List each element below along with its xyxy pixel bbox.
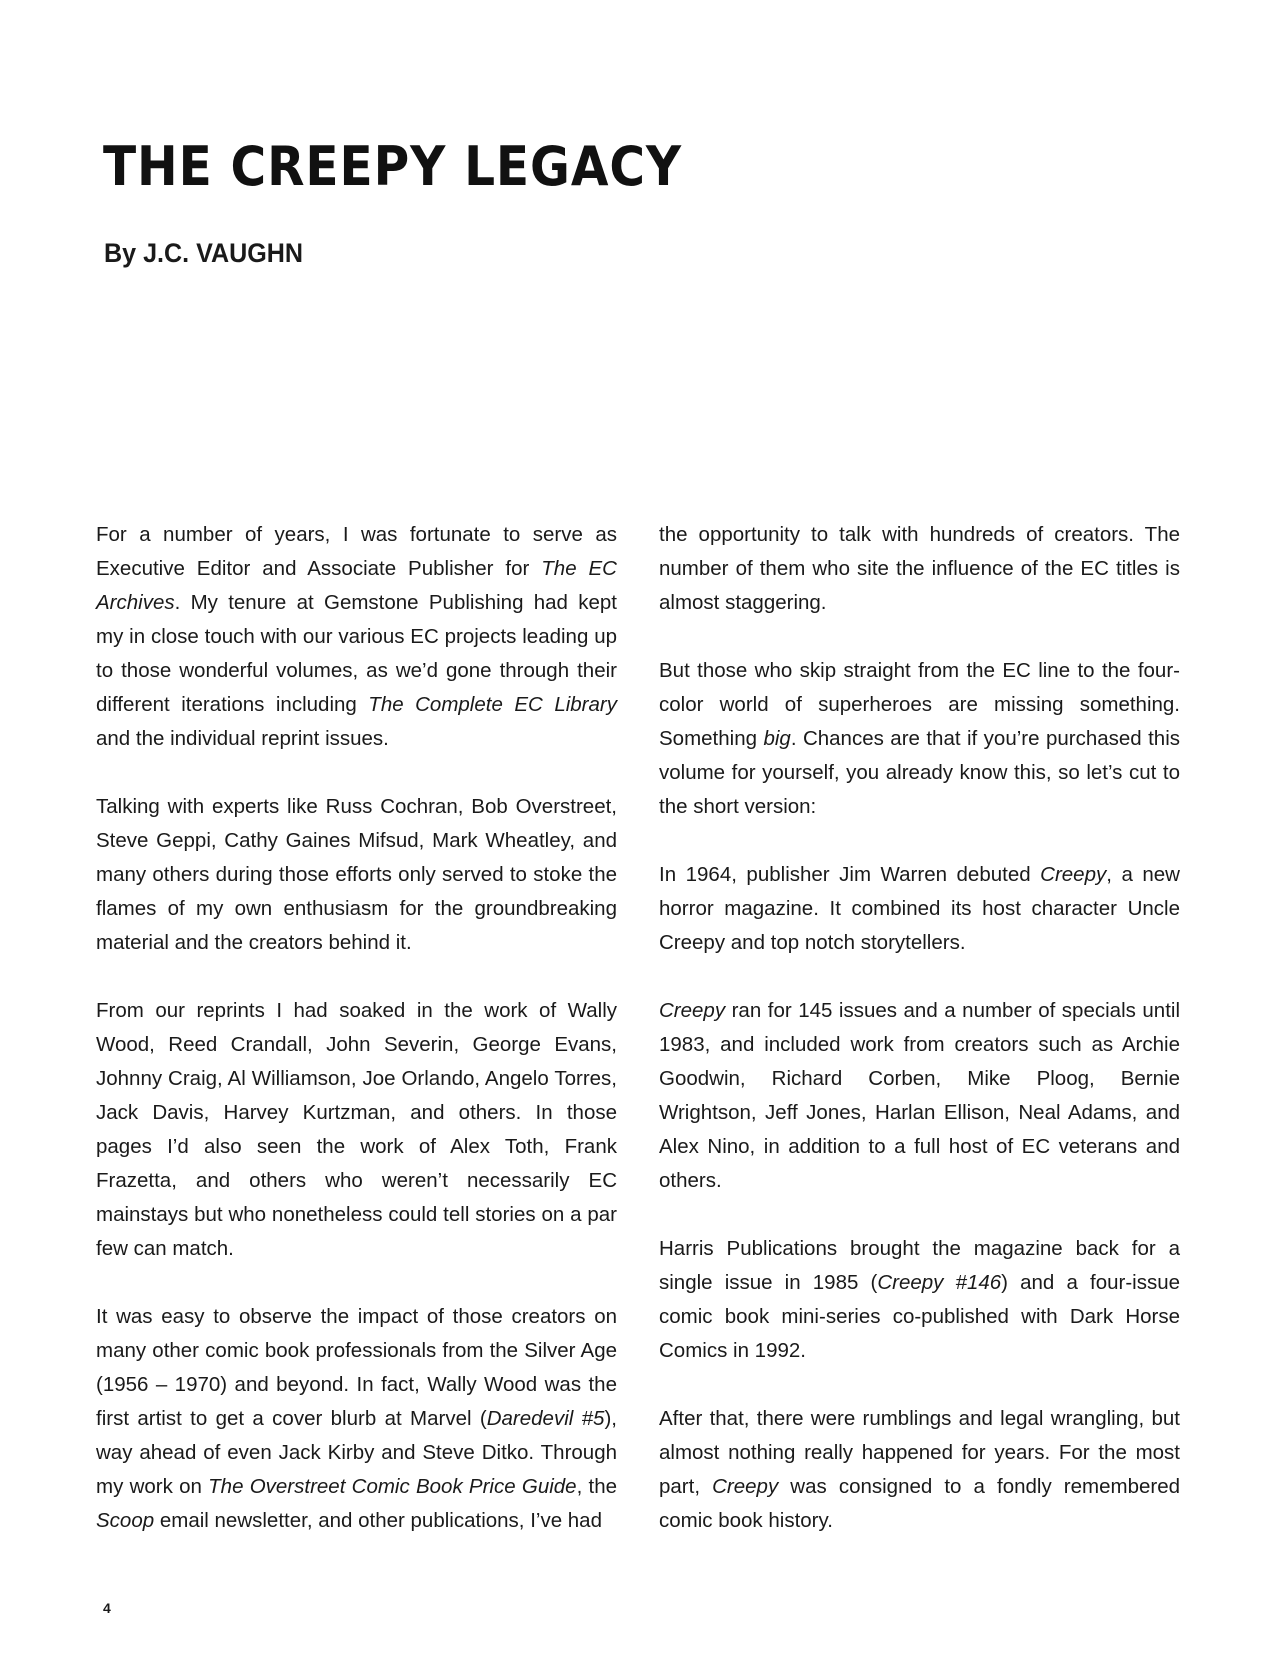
left-paragraph-3: From our reprints I had soaked in the work of Wally Wood, Reed Crandall, John Severin, George Evans, Johnny Craig, Al Williamson, Joe Orlando, Angelo Torres, Jack Davis, Harvey Kurtzman, and others. In those pages I’d also seen the work of Alex Toth, Frank Frazetta, and others who weren’t necessarily EC mainstays but who nonetheless could tell stories on a par few can match. <box>96 999 617 1260</box>
left-paragraph-2: Talking with experts like Russ Cochran, Bob Overstreet, Steve Geppi, Cathy Gaines Mifsud, Mark Wheatley, and many others during those efforts only served to stoke the flames of my own enthusiasm for the groundbreaking material and the creators behind it. <box>96 795 617 954</box>
italic-title-ec-archives: The EC Archives <box>96 557 617 614</box>
right-paragraph-6 <box>659 1402 1180 1538</box>
italic-title-overstreet-guide: The Overstreet Comic Book Price Guide <box>208 1475 577 1498</box>
italic-title-scoop: Scoop <box>96 1509 155 1532</box>
text-run: Harris Publications brought the magazine back for a single issue in 1985 ( <box>659 1237 1180 1294</box>
italic-word-big: big <box>763 727 791 750</box>
page-title: THE CREEPY LEGACY <box>103 135 682 198</box>
right-paragraph-1: the opportunity to talk with hundreds of creators. The number of them who site the influence of the EC titles is almost staggering. <box>659 523 1180 614</box>
text-run: and the individual reprint issues. <box>96 727 389 750</box>
right-paragraph-2 <box>659 654 1180 824</box>
left-column <box>96 518 617 1538</box>
author-byline: By J.C. VAUGHN <box>104 238 304 268</box>
italic-title-creepy: Creepy <box>1040 863 1107 886</box>
italic-title-creepy: Creepy <box>712 1475 779 1498</box>
italic-title-creepy: Creepy <box>659 999 726 1022</box>
text-run: . Chances are that if you’re purchased this volume for yourself, you already know this, so let’s cut to the short version: <box>659 727 1181 818</box>
text-run: , a new horror magazine. It combined its host character Uncle Creepy and top notch storytellers. <box>659 863 1180 954</box>
italic-title-complete-ec-library: The Complete EC Library <box>368 693 617 716</box>
text-run: It was easy to observe the impact of those creators on many other comic book professionals from the Silver Age (1956 – 1970) and beyond. In fact, Wally Wood was the first artist to get a cover blurb at Marvel ( <box>96 1305 617 1430</box>
left-paragraph-1 <box>96 518 617 756</box>
left-paragraph-4 <box>96 1300 617 1538</box>
italic-title-creepy-146: Creepy #146 <box>877 1271 1002 1294</box>
text-run: , the <box>576 1475 618 1498</box>
right-paragraph-5 <box>659 1232 1180 1368</box>
text-run: email newsletter, and other publications, I’ve had <box>154 1509 602 1532</box>
text-run: For a number of years, I was fortunate to serve as Executive Editor and Associate Publisher for <box>96 523 617 580</box>
text-run: ran for 145 issues and a number of specials until 1983, and included work from creators such as Archie Goodwin, Richard Corben, Mike Ploog, Bernie Wrightson, Jeff Jones, Harlan Ellison, Neal Adams, and Alex Nino, in addition to a full host of EC veterans and others. <box>659 999 1180 1192</box>
text-run: ) and a four-issue comic book mini-series co-published with Dark Horse Comics in 1992. <box>659 1271 1181 1362</box>
italic-title-daredevil: Daredevil #5 <box>486 1407 605 1430</box>
text-run: But those who skip straight from the EC line to the four-color world of superheroes are missing something. Something <box>659 659 1180 750</box>
text-run: . My tenure at Gemstone Publishing had kept my in close touch with our various EC projects leading up to those wonderful volumes, as we’d gone through their different iterations including <box>96 591 617 716</box>
right-paragraph-4 <box>659 994 1180 1198</box>
text-run: was consigned to a fondly remembered comic book history. <box>659 1475 1180 1532</box>
right-paragraph-3 <box>659 858 1180 960</box>
page-number: 4 <box>103 1600 111 1616</box>
right-column <box>659 518 1180 1538</box>
text-run: ), way ahead of even Jack Kirby and Steve Ditko. Through my work on <box>96 1407 617 1498</box>
text-run: In 1964, publisher Jim Warren debuted <box>659 863 1041 886</box>
text-run: After that, there were rumblings and legal wrangling, but almost nothing really happened for years. For the most part, <box>659 1407 1180 1498</box>
